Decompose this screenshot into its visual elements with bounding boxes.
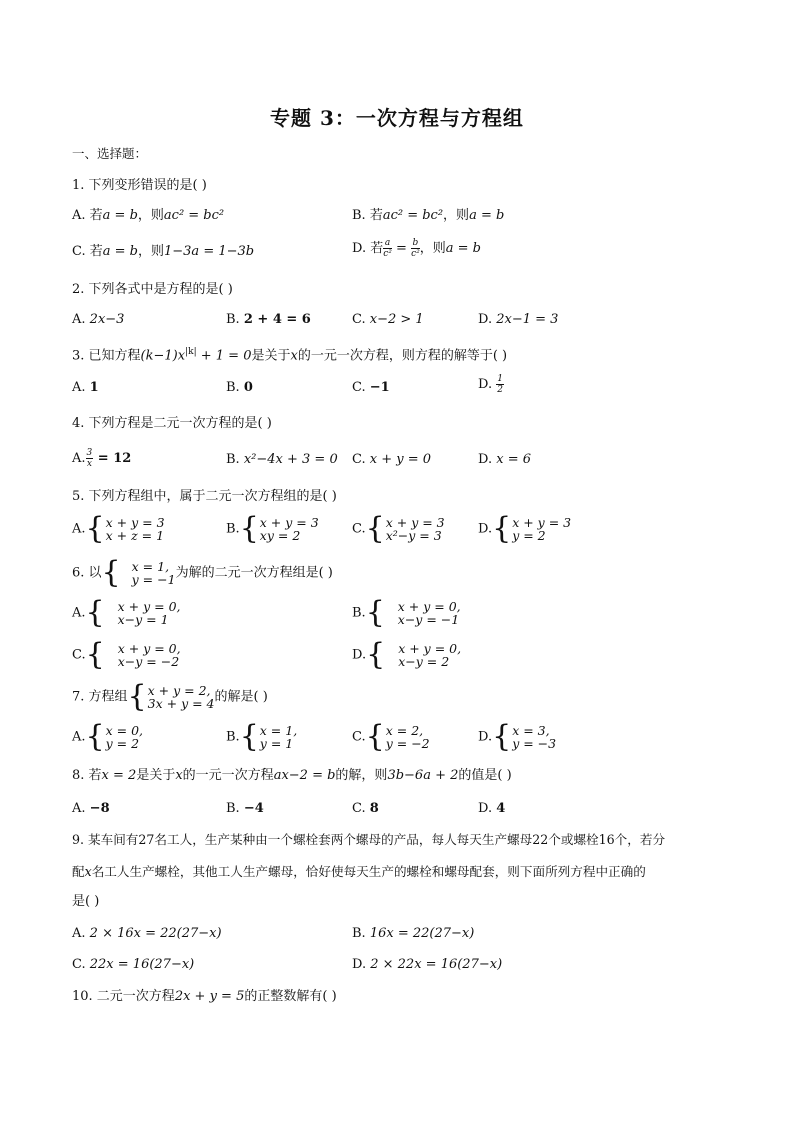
question-8-option-a[interactable]: [72, 799, 110, 819]
text: ，则: [137, 244, 164, 259]
math: 8: [369, 801, 379, 816]
option-label: B.: [226, 312, 240, 327]
question-9-option-c[interactable]: [72, 955, 194, 975]
question-8-option-b[interactable]: [226, 799, 264, 819]
question-2-option-a[interactable]: [72, 310, 124, 330]
option-label: A.: [72, 729, 86, 745]
option-label: B. 若: [352, 208, 383, 223]
option-label: C.: [352, 312, 366, 327]
question-8-option-d[interactable]: [478, 799, 505, 819]
option-label: B.: [352, 605, 366, 621]
question-4-option-d[interactable]: [478, 450, 531, 470]
option-label: C.: [352, 380, 366, 395]
option-label: C.: [72, 647, 86, 663]
page-title: 专题 3：一次方程与方程组: [270, 106, 524, 130]
math: x = 6: [496, 452, 531, 467]
question-8-option-c[interactable]: [352, 799, 379, 819]
option-label: A.: [72, 451, 86, 466]
question-1-option-b[interactable]: [352, 206, 504, 226]
math: −1: [369, 380, 390, 395]
question-5-stem: 5. 下列方程组中，属于二元一次方程组的是( ): [72, 489, 337, 504]
option-label: C.: [352, 452, 366, 467]
math: 1−3a = 1−3b: [164, 244, 255, 259]
question-3-stem: 3. 已知方程$(k-1)x^{|k|} + 1 = 0$是关于x的一元一次方程，则方程的解等于( ): [72, 347, 508, 364]
equation-system: { x = 2, y = −2: [365, 719, 430, 754]
question-4-option-c[interactable]: [352, 450, 431, 470]
question-2-option-d[interactable]: [478, 310, 558, 330]
equation-system: { x + y = 3 y = 2: [492, 511, 572, 546]
question-7-stem: 7. 方程组 { x + y = 2, 3x + y = 4 的解是( ): [72, 679, 268, 714]
question-6-option-c[interactable]: [72, 637, 181, 672]
question-5-option-d[interactable]: [478, 511, 572, 546]
option-label: A. 若: [72, 208, 103, 223]
option-label: A.: [72, 926, 86, 941]
question-9-line-2: 配x名工人生产螺栓，其他工人生产螺母，恰好使每天生产的螺栓和螺母配套，则下面所列方程中正确的: [72, 864, 646, 879]
math: ac² = bc²: [382, 208, 444, 223]
math: =: [391, 241, 412, 256]
option-label: D.: [478, 729, 493, 745]
question-4-option-b[interactable]: [226, 450, 338, 470]
fraction: $\frac{a}{\text{c²}}$: [383, 238, 392, 259]
math: 22x = 16(27−x): [89, 957, 195, 972]
equation-system: { x + y = 3 xy = 2: [239, 511, 319, 546]
question-5-option-b[interactable]: [226, 511, 319, 546]
math: 0: [243, 380, 253, 395]
equation-system: { x = 1, y = −1: [101, 555, 176, 590]
option-label: B.: [226, 380, 240, 395]
option-label: D.: [478, 377, 493, 392]
question-9-line-3: 是( ): [72, 894, 100, 909]
question-1-option-c[interactable]: [72, 242, 254, 262]
math: 1: [89, 380, 99, 395]
math: a = b: [469, 208, 505, 223]
option-label: B.: [226, 729, 240, 745]
fraction: $\frac{1}{2}$: [497, 374, 503, 395]
section-heading: 一、选择题：: [72, 146, 148, 161]
math: a = b: [445, 241, 481, 256]
option-label: B.: [226, 452, 240, 467]
option-label: C. 若: [72, 244, 103, 259]
question-6-stem: 6. 以 { x = 1, y = −1 为解的二元一次方程组是( ): [72, 555, 333, 590]
equation-system: { x + y = 3 x + z = 1: [85, 511, 165, 546]
question-7-option-a[interactable]: [72, 719, 144, 754]
question-1-option-d[interactable]: [352, 238, 481, 259]
question-6-option-a[interactable]: [72, 595, 181, 630]
math: 4: [496, 801, 506, 816]
question-3-option-b[interactable]: [226, 378, 253, 398]
option-label: B.: [226, 801, 240, 816]
question-5-option-c[interactable]: [352, 511, 445, 546]
question-4-option-a[interactable]: [72, 448, 131, 469]
equation-system: { x = 3, y = −3: [492, 719, 557, 754]
equation-system: { x + y = 0, x−y = −1: [365, 595, 461, 630]
question-9-option-a[interactable]: [72, 924, 222, 944]
equation-system: { x + y = 0, x−y = −2: [85, 637, 181, 672]
option-label: D. 若: [352, 241, 384, 256]
question-9-option-b[interactable]: [352, 924, 474, 944]
option-label: C.: [72, 957, 86, 972]
question-1-option-a[interactable]: [72, 206, 224, 226]
question-3-option-c[interactable]: [352, 378, 390, 398]
math: a = b: [102, 244, 138, 259]
option-label: A.: [72, 605, 86, 621]
option-label: B.: [226, 521, 240, 537]
option-label: C.: [352, 729, 366, 745]
question-6-option-b[interactable]: [352, 595, 461, 630]
option-label: A.: [72, 801, 86, 816]
equation-system: { x = 0, y = 2: [85, 719, 144, 754]
question-9-line-1: 9. 某车间有27名工人，生产某种由一个螺栓套两个螺母的产品，每人每天生产螺母22个或螺栓16个，若分: [72, 832, 666, 847]
math: = 12: [93, 451, 132, 466]
option-label: D.: [478, 452, 493, 467]
option-label: A.: [72, 312, 86, 327]
question-10-stem: 10. 二元一次方程2x + y = 5的正整数解有( ): [72, 989, 337, 1004]
option-label: A.: [72, 521, 86, 537]
math: 2x−3: [89, 312, 125, 327]
math: 16x = 22(27−x): [369, 926, 475, 941]
equation-system: { x + y = 0, x−y = 2: [366, 637, 462, 672]
fraction: $\frac{3}{x}$: [86, 448, 93, 469]
option-label: D.: [352, 957, 367, 972]
math: 2 + 4 = 6: [243, 312, 311, 327]
math: ac² = bc²: [163, 208, 225, 223]
math: x²−4x + 3 = 0: [243, 452, 338, 467]
math: 2x−1 = 3: [496, 312, 559, 327]
option-label: C.: [352, 801, 366, 816]
question-2-stem: 2. 下列各式中是方程的是( ): [72, 282, 233, 297]
option-label: D.: [478, 521, 493, 537]
question-1-stem: 1. 下列变形错误的是( ): [72, 178, 207, 193]
option-label: C.: [352, 521, 366, 537]
question-8-stem: 8. 若x = 2是关于x的一元一次方程ax−2 = b的解，则3b−6a + 2的值是( ): [72, 768, 512, 783]
equation-system: { x + y = 0, x−y = 1: [85, 595, 181, 630]
equation-system: { x + y = 3 x²−y = 3: [365, 511, 445, 546]
question-3-option-a[interactable]: [72, 378, 99, 398]
question-7-option-d[interactable]: [478, 719, 557, 754]
question-2-option-c[interactable]: [352, 310, 424, 330]
math: 2 × 16x = 22(27−x): [89, 926, 222, 941]
question-7-option-b[interactable]: [226, 719, 298, 754]
equation-system: { x + y = 2, 3x + y = 4: [127, 679, 215, 714]
equation-system: { x = 1, y = 1: [239, 719, 298, 754]
question-4-stem: 4. 下列方程是二元一次方程的是( ): [72, 416, 272, 431]
question-7-option-c[interactable]: [352, 719, 430, 754]
fraction: $\frac{b}{\text{c²}}$: [411, 238, 420, 259]
option-label: A.: [72, 380, 86, 395]
question-2-option-b[interactable]: [226, 310, 311, 330]
math: −8: [89, 801, 110, 816]
question-6-option-d[interactable]: [352, 637, 462, 672]
question-3-option-d[interactable]: [478, 374, 504, 395]
question-5-option-a[interactable]: [72, 511, 165, 546]
text: ，则: [137, 208, 164, 223]
option-label: B.: [352, 926, 366, 941]
math: a = b: [102, 208, 138, 223]
option-label: D.: [478, 801, 493, 816]
text: ，则: [419, 241, 446, 256]
math: 2 × 22x = 16(27−x): [370, 957, 503, 972]
text: ，则: [443, 208, 470, 223]
question-9-option-d[interactable]: [352, 955, 502, 975]
option-label: D.: [352, 647, 367, 663]
math: −4: [243, 801, 264, 816]
math: x + y = 0: [369, 452, 432, 467]
option-label: D.: [478, 312, 493, 327]
math: x−2 > 1: [369, 312, 424, 327]
